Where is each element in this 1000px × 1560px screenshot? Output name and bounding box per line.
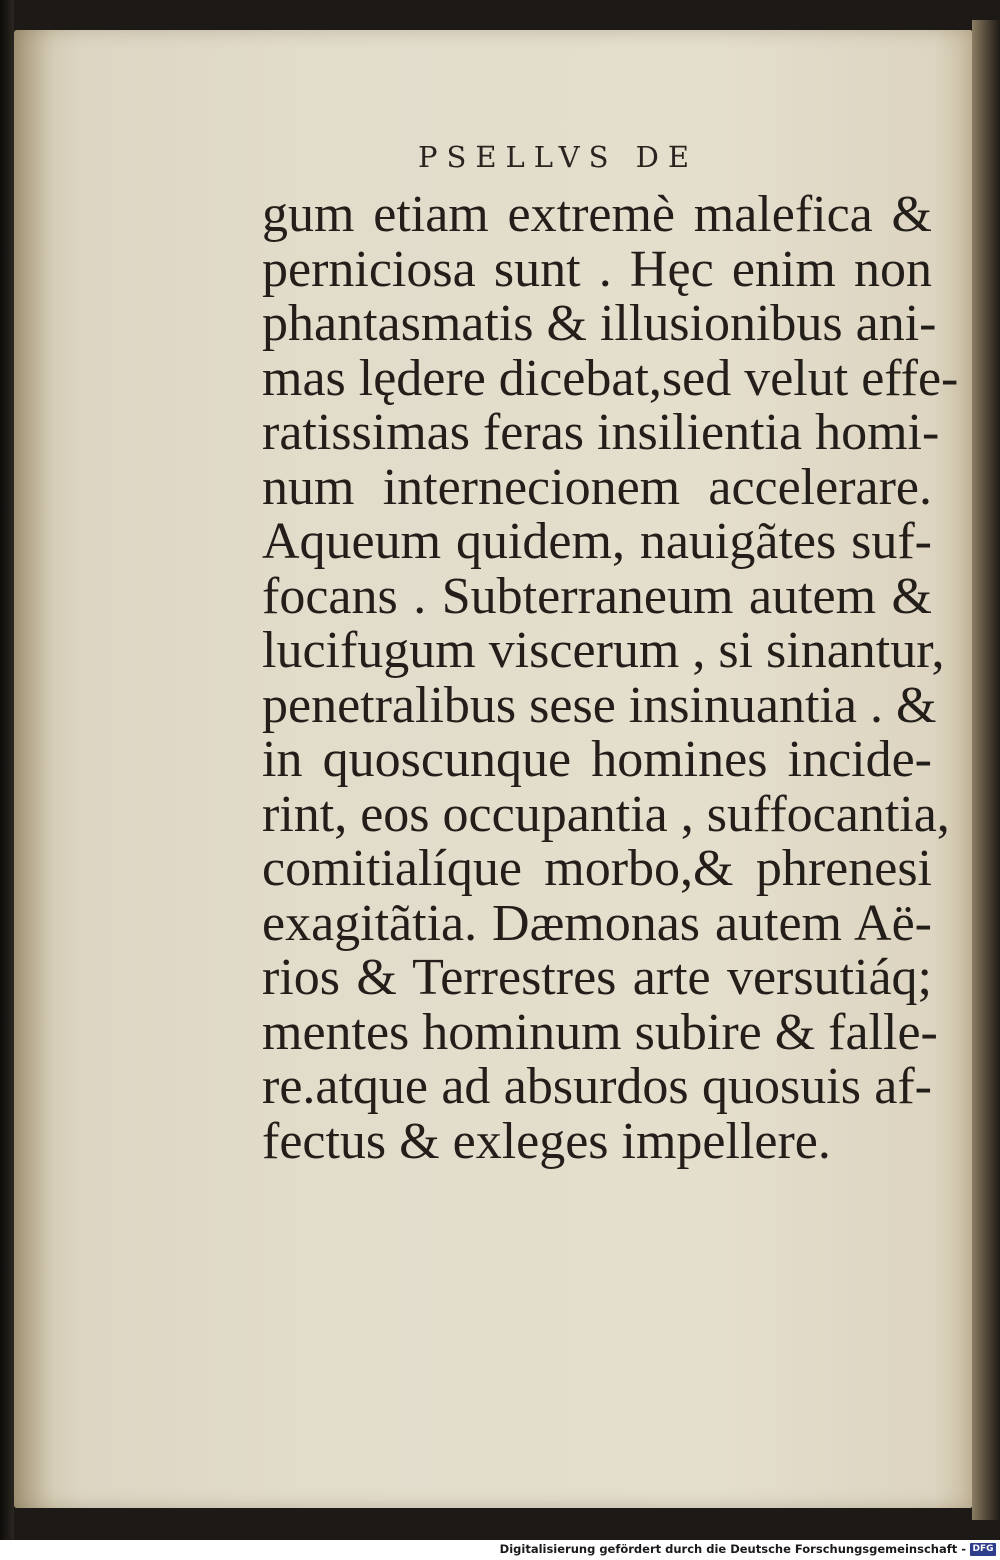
text-line: rint, eos occupantia , suffocantia, [262,785,950,843]
text-line: exagitãtia. Dæmonas autem Aë- [262,894,932,952]
running-head: PSELLVS DE [418,140,699,174]
funding-notice: Digitalisierung gefördert durch die Deutsche Forschungsgemeinschaft - [499,1542,966,1556]
text-line: rios & Terrestres arte versutiáq; [262,949,932,1006]
text-line: mentes hominum subire & falle- [262,1003,938,1061]
text-line: phantasmatis & illusionibus ani- [262,295,937,352]
text-line: focans . Subterraneum autem & [262,567,932,625]
footer-bar [0,1540,1000,1560]
page-gutter-shadow [14,30,54,1508]
text-line: fectus & exleges impellere. [262,1112,831,1170]
text-line: mas lędere dicebat,sed velut effe- [262,349,959,407]
text-line: num internecionem accelerare. [262,458,932,516]
text-line: comitialíque morbo,& phrenesi [262,840,932,897]
text-line: gum etiam extremè malefica & [262,186,932,243]
page-body-text [262,186,959,1170]
book-page-edge [972,20,1000,1520]
text-line: ratissimas feras insilientia homi- [262,404,940,461]
text-line: Aqueum quidem, nauigãtes suf- [262,513,932,570]
text-line: in quoscunque homines incide- [262,731,932,788]
text-line: penetralibus sese insinuantia . & [262,676,937,734]
text-line: re.atque ad absurdos quosuis af- [262,1058,932,1115]
book-spine-edge [0,0,14,1540]
dfg-logo-icon: DFG [970,1543,996,1556]
text-line: perniciosa sunt . Hęc enim non [262,240,932,298]
text-line: lucifugum viscerum , si sinantur, [262,622,945,679]
